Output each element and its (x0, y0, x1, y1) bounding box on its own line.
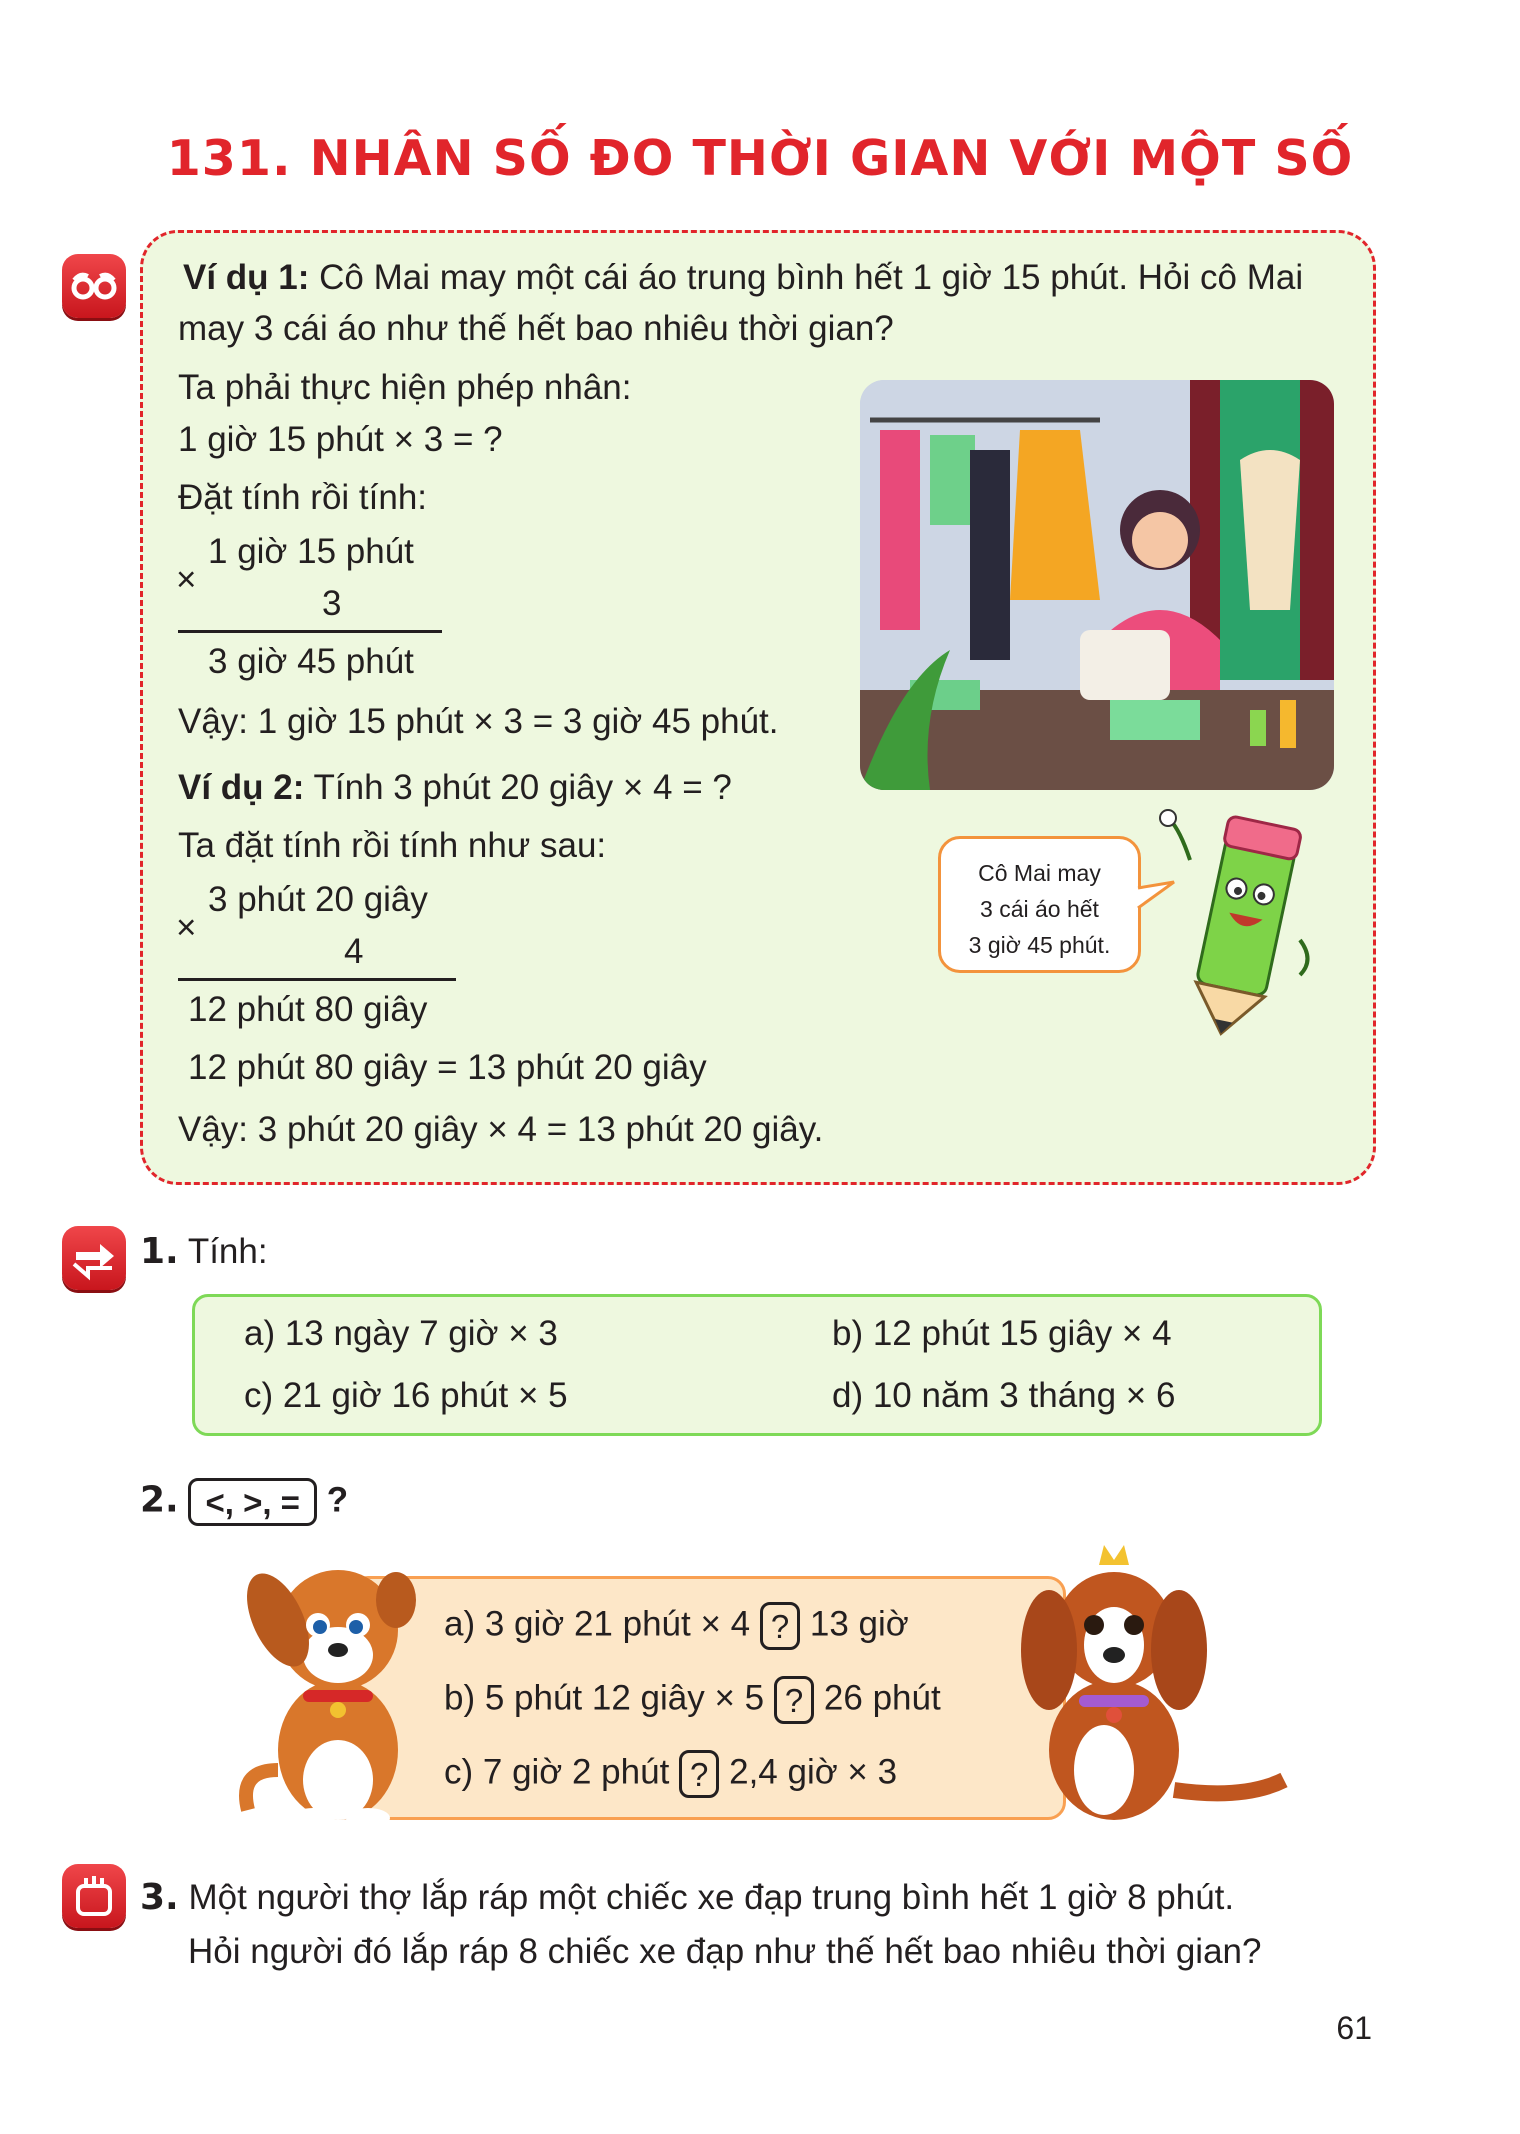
calc2-result: 12 phút 80 giây (188, 990, 428, 1029)
answer-box-c[interactable]: ? (679, 1750, 719, 1798)
page-title: 131. NHÂN SỐ ĐO THỜI GIAN VỚI MỘT SỐ (166, 130, 1354, 187)
exercise2-a-left: a) 3 giờ 21 phút × 4 (444, 1604, 760, 1644)
exercise2-c-left: c) 7 giờ 2 phút (444, 1752, 680, 1792)
exercise2-heading (140, 1478, 348, 1526)
example1-intro (183, 256, 1303, 300)
example2-convert: 12 phút 80 giây = 13 phút 20 giây (188, 1048, 707, 1087)
example1-text-line2: may 3 cái áo như thế hết bao nhiêu thời gian? (178, 309, 894, 348)
puppy-right-icon (1004, 1530, 1294, 1830)
exercise3-number: 3. (140, 1877, 179, 1918)
answer-box-b[interactable]: ? (774, 1676, 814, 1724)
sewing-illustration (860, 380, 1334, 790)
calc1-line (178, 630, 442, 633)
example2-intro (178, 766, 732, 810)
example1-step2: Đặt tính rồi tính: (178, 478, 428, 517)
calc2-op: × (176, 908, 197, 947)
calc1-result: 3 giờ 45 phút (208, 642, 414, 681)
exercise2-a-right: 13 giờ (800, 1604, 909, 1644)
speech-line1: Cô Mai may (978, 860, 1101, 886)
calc1-top: 1 giờ 15 phút (208, 532, 414, 571)
exercise2-number: 2. (140, 1479, 179, 1521)
calc1-op: × (176, 560, 197, 599)
exercise3-line1 (140, 1876, 1234, 1920)
example2-step: Ta đặt tính rồi tính như sau: (178, 826, 607, 865)
comparison-symbols-box: <, >, = (188, 1478, 317, 1526)
exercise2-b-left: b) 5 phút 12 giây × 5 (444, 1678, 774, 1718)
exercise2-c (444, 1750, 897, 1798)
example1-step1: Ta phải thực hiện phép nhân: (178, 368, 632, 407)
exercise1-a: a) 13 ngày 7 giờ × 3 (244, 1314, 558, 1353)
speech-line2: 3 cái áo hết (980, 896, 1099, 922)
exercise1-d: d) 10 năm 3 tháng × 6 (832, 1376, 1176, 1415)
exercise1-prompt: Tính: (178, 1232, 268, 1271)
exercise1-number: 1. (140, 1231, 179, 1272)
exercise2-c-right: 2,4 giờ × 3 (719, 1752, 898, 1792)
example1-text: Cô Mai may một cái áo trung bình hết 1 giờ 15 phút. Hỏi cô Mai (309, 258, 1304, 297)
example2-label: Ví dụ 2: (178, 768, 305, 807)
calc1-mult: 3 (322, 584, 342, 623)
example1-expr: 1 giờ 15 phút × 3 = ? (178, 420, 503, 459)
example1-label: Ví dụ 1: (183, 258, 310, 297)
speech-bubble (938, 836, 1141, 973)
exercise2-q: ? (326, 1480, 349, 1520)
example2-text: Tính 3 phút 20 giây × 4 = ? (304, 768, 732, 807)
speech-line3: 3 giờ 45 phút. (968, 932, 1111, 958)
glasses-icon (62, 254, 126, 318)
calc2-mult: 4 (344, 932, 364, 971)
calc2-line (178, 978, 456, 981)
exercise1-b: b) 12 phút 15 giây × 4 (832, 1314, 1172, 1353)
calc2-top: 3 phút 20 giây (208, 880, 428, 919)
exercise3-text1: Một người thợ lắp ráp một chiếc xe đạp trung bình hết 1 giờ 8 phút. (178, 1878, 1235, 1917)
exercise2-a (444, 1602, 909, 1650)
example2-conclusion: Vậy: 3 phút 20 giây × 4 = 13 phút 20 giây. (178, 1110, 824, 1149)
pencil-mascot-icon (1150, 800, 1330, 1040)
exercise2-b-right: 26 phút (814, 1678, 941, 1718)
arrows-icon (62, 1226, 126, 1290)
puppy-left-icon (228, 1540, 438, 1830)
exercise1-heading (140, 1230, 268, 1274)
fist-icon (62, 1864, 126, 1928)
exercise3-line2: Hỏi người đó lắp ráp 8 chiếc xe đạp như thế hết bao nhiêu thời gian? (188, 1932, 1262, 1971)
exercise2-b (444, 1676, 941, 1724)
answer-box-a[interactable]: ? (760, 1602, 800, 1650)
example1-conclusion: Vậy: 1 giờ 15 phút × 3 = 3 giờ 45 phút. (178, 702, 779, 741)
exercise1-c: c) 21 giờ 16 phút × 5 (244, 1376, 568, 1415)
page-number: 61 (1336, 2010, 1372, 2046)
